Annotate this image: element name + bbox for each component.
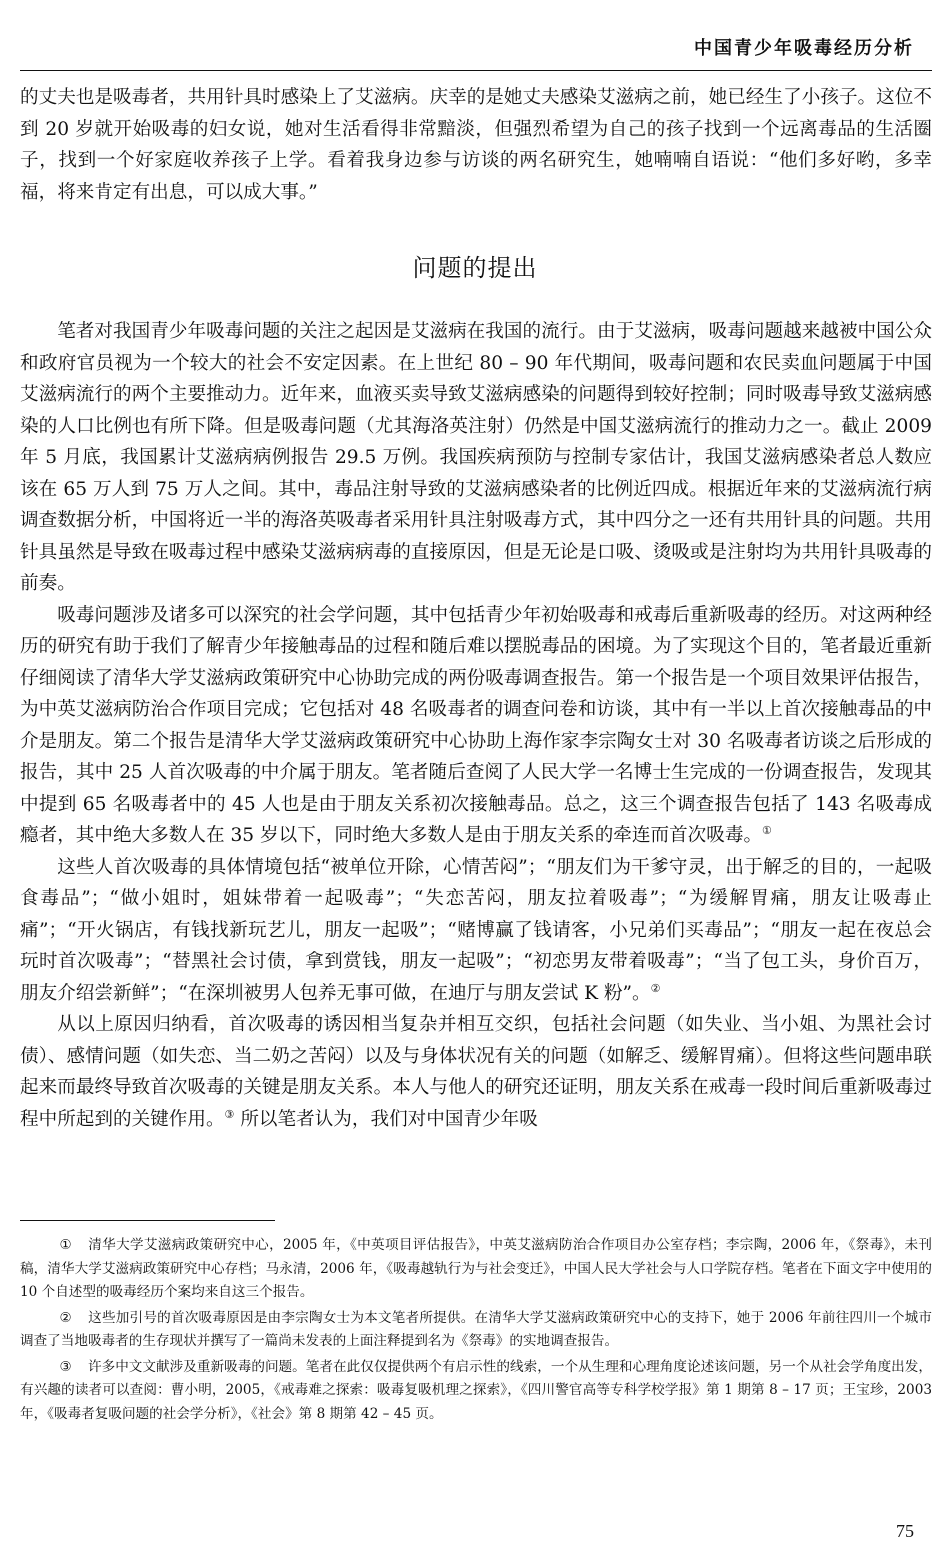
footnote-rule bbox=[20, 1220, 275, 1221]
footnote-2 bbox=[20, 1307, 932, 1354]
footnote-text: 清华大学艾滋病政策研究中心，2005 年，《中英项目评估报告》，中英艾滋病防治合作项目办公室存档；李宗陶，2006 年，《祭毒》，未刊稿，清华大学艾滋病政策研究中心存档；马永清，2006 年，《吸毒越轨行为与社会变迁》，中国人民大学社会与人口学院存档。笔者在下面文字中使用的 10 个自述型的吸毒经历个案均来自这三个报告。 bbox=[20, 1237, 933, 1300]
footnote-text: 许多中文文献涉及重新吸毒的问题。笔者在此仅仅提供两个有启示性的线索，一个从生理和心理角度论述该问题，另一个从社会学角度出发，有兴趣的读者可以查阅：曹小明，2005，《戒毒难之探索：吸毒复吸机理之探索》，《四川警官高等专科学校学报》第 1 期第 8 – 17 页；王宝珍，2003 年，《吸毒者复吸问题的社会学分析》，《社会》第 8 期第 42 – 45 页。 bbox=[20, 1358, 933, 1422]
footnote-1 bbox=[20, 1234, 932, 1305]
body-paragraph-4 bbox=[20, 1009, 932, 1135]
body-paragraph-3 bbox=[20, 852, 932, 1010]
header-rule bbox=[20, 70, 932, 71]
footnote-3 bbox=[20, 1356, 932, 1427]
section-title: 问题的提出 bbox=[412, 254, 538, 282]
paragraph-tail: 所以笔者认为，我们对中国青少年吸 bbox=[234, 1108, 538, 1130]
footnote-ref: ② bbox=[650, 981, 661, 995]
footnote-ref: ③ bbox=[224, 1107, 235, 1121]
body-paragraph-2 bbox=[20, 600, 932, 852]
paragraph-text: 从以上原因归纳看，首次吸毒的诱因相当复杂并相互交织，包括社会问题（如失业、当小姐、为黑社会讨债）、感情问题（如失恋、当二奶之苦闷）以及与身体状况有关的问题（如解乏、缓解胃痛）。但将这些问题串联起来而最终导致首次吸毒的关键是朋友关系。本人与他人的研究还证明，朋友关系在戒毒一段时间后重新吸毒过程中所起到的关键作用。 bbox=[20, 1014, 932, 1130]
running-header: 中国青少年吸毒经历分析 bbox=[694, 38, 914, 59]
page-number: 75 bbox=[896, 1521, 914, 1541]
intro-block bbox=[20, 82, 932, 208]
footnotes bbox=[20, 1234, 932, 1428]
footnote-mark: ③ bbox=[59, 1358, 72, 1375]
footnote-mark: ② bbox=[59, 1309, 72, 1326]
intro-paragraph: 的丈夫也是吸毒者，共用针具时感染上了艾滋病。庆幸的是她丈夫感染艾滋病之前，她已经生了小孩子。这位不到 20 岁就开始吸毒的妇女说，她对生活看得非常黯淡，但强烈希望为自己的孩子找到一个远离毒品的生活圈子，找到一个好家庭收养孩子上学。看着我身边参与访谈的两名研究生，她喃喃自语说：“他们多好哟，多幸福，将来肯定有出息，可以成大事。” bbox=[20, 87, 932, 203]
paragraph-text: 笔者对我国青少年吸毒问题的关注之起因是艾滋病在我国的流行。由于艾滋病，吸毒问题越来越被中国公众和政府官员视为一个较大的社会不安定因素。在上世纪 80 – 90 年代期间，吸毒问题和农民卖血问题属于中国艾滋病流行的两个主要推动力。近年来，血液买卖导致艾滋病感染的问题得到较好控制；同时吸毒导致艾滋病感染的人口比例也有所下降。但是吸毒问题（尤其海洛英注射）仍然是中国艾滋病流行的推动力之一。截止 2009 年 5 月底，我国累计艾滋病病例报告 29.5 万例。我国疾病预防与控制专家估计，我国艾滋病感染者总人数应该在 65 万人到 75 万人之间。其中，毒品注射导致的艾滋病感染者的比例近四成。根据近年来的艾滋病流行病调查数据分析，中国将近一半的海洛英吸毒者采用针具注射吸毒方式，其中四分之一还有共用针具的问题。共用针具虽然是导致在吸毒过程中感染艾滋病病毒的直接原因，但是无论是口吸、烫吸或是注射均为共用针具吸毒的前奏。 bbox=[20, 321, 932, 594]
body-paragraph-1 bbox=[20, 316, 932, 600]
footnote-ref: ① bbox=[762, 824, 772, 837]
section-body bbox=[20, 316, 932, 1135]
footnote-text: 这些加引号的首次吸毒原因是由李宗陶女士为本文笔者所提供。在清华大学艾滋病政策研究中心的支持下，她于 2006 年前往四川一个城市调查了当地吸毒者的生存现状并撰写了一篇尚未发表的上面注释提到名为《祭毒》的实地调查报告。 bbox=[20, 1309, 933, 1349]
paragraph-text: 这些人首次吸毒的具体情境包括“被单位开除，心情苦闷”；“朋友们为干爹守灵，出于解乏的目的，一起吸食毒品”；“做小姐时，姐妹带着一起吸毒”；“失恋苦闷，朋友拉着吸毒”；“为缓解胃痛，朋友让吸毒止痛”；“开火锅店，有钱找新玩艺儿，朋友一起吸”；“赌博赢了钱请客，小兄弟们买毒品”；“朋友一起在夜总会玩时首次吸毒”；“替黑社会讨债，拿到赏钱，朋友一起吸”；“初恋男友带着吸毒”；“当了包工头，身价百万，朋友介绍尝新鲜”；“在深圳被男人包养无事可做，在迪厅与朋友尝试 K 粉”。 bbox=[20, 856, 932, 1004]
footnote-mark: ① bbox=[59, 1237, 72, 1253]
paragraph-text: 吸毒问题涉及诸多可以深究的社会学问题，其中包括青少年初始吸毒和戒毒后重新吸毒的经历。对这两种经历的研究有助于我们了解青少年接触毒品的过程和随后难以摆脱毒品的困境。为了实现这个目的，笔者最近重新仔细阅读了清华大学艾滋病政策研究中心协助完成的两份吸毒调查报告。第一个报告是一个项目效果评估报告，为中英艾滋病防治合作项目完成；它包括对 48 名吸毒者的调查问卷和访谈，其中有一半以上首次接触毒品的中介是朋友。第二个报告是清华大学艾滋病政策研究中心协助上海作家李宗陶女士对 30 名吸毒者访谈之后形成的报告，其中 25 人首次吸毒的中介属于朋友。笔者随后查阅了人民大学一名博士生完成的一份调查报告，发现其中提到 65 名吸毒者中的 45 人也是由于朋友关系初次接触毒品。总之，这三个调查报告包括了 143 名吸毒成瘾者，其中绝大多数人在 35 岁以下，同时绝大多数人是由于朋友关系的牵连而首次吸毒。 bbox=[20, 604, 932, 846]
